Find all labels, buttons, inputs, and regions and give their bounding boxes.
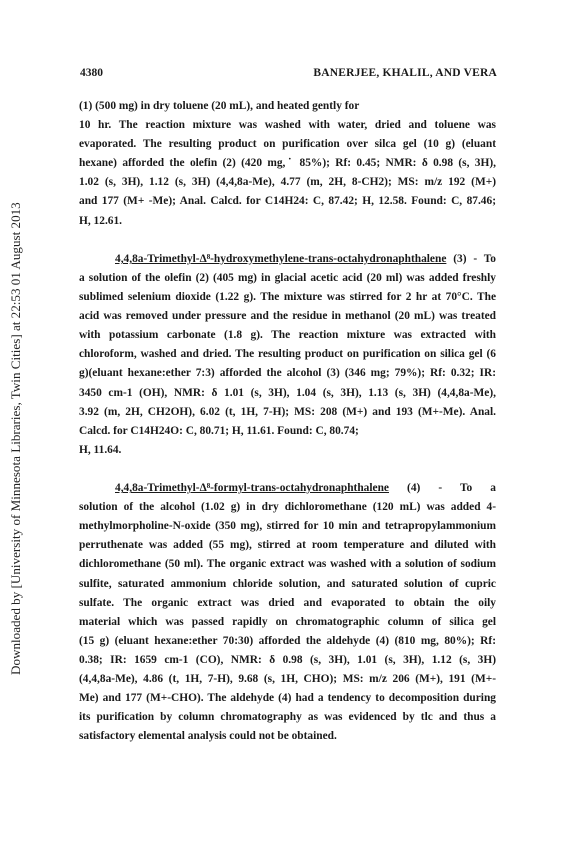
text-line: acid was removed under pressure and the residue in methanol (20 mL) was treated	[79, 310, 496, 323]
text-line: perruthenate was added (55 mg), stirred at room temperature and diluted with	[79, 539, 496, 552]
compound-title-suffix: (3) - To	[446, 252, 496, 265]
text-line: sulfite, saturated ammonium chloride solution, and saturated solution of cupric	[79, 577, 496, 590]
text-line: dichloromethane (50 ml). The organic extract was washed with a solution of sodium	[79, 558, 496, 571]
text-line: 0.38; IR: 1659 cm-1 (CO), NMR: δ 0.98 (s, 3H), 1.01 (s, 3H), 1.12 (s, 3H)	[79, 653, 496, 666]
text-line: (1) (500 mg) in dry toluene (20 mL), and heated gently for	[79, 100, 360, 112]
text-line: sublimed selenium dioxide (1.22 g). The mixture was stirred for 2 hr at 70°C. The	[79, 291, 496, 304]
text-line: Me) and 177 (M+-CHO). The aldehyde (4) had a tendency to decomposition during	[79, 692, 496, 705]
text-line: H, 11.64.	[79, 443, 122, 456]
text-line: evaporated. The resulting product on purification over silca gel (10 g) (eluant	[79, 138, 496, 151]
text-line: (15 g) (eluant hexane:ether 70:30) afforded the aldehyde (4) (810 mg, 80%); Rf:	[79, 634, 496, 647]
compound-heading-line	[79, 250, 496, 269]
page-number: 4380	[80, 67, 103, 79]
download-watermark-text: Downloaded by [University of Minnesota Libraries, Twin Cities] at 22:53 01 August 2013	[8, 202, 23, 675]
text-line: hexane) afforded the olefin (2) (420 mg,˙ 85%); Rf: 0.45; NMR: δ 0.98 (s, 3H),	[79, 157, 496, 170]
text-line: 3.92 (m, 2H, CH2OH), 6.02 (t, 1H, 7-H); MS: 208 (M+) and 193 (M+-Me). Anal.	[79, 405, 496, 418]
text-line: solution of the alcohol (1.02 g) in dry dichloromethane (120 mL) was added 4-	[79, 501, 496, 514]
text-line: 10 hr. The reaction mixture was washed with water, dried and toluene was	[79, 119, 496, 132]
compound-title: 4,4,8a-Trimethyl-Δ⁸-formyl-trans-octahydronaphthalene	[115, 482, 389, 495]
text-line: 3450 cm-1 (OH), NMR: δ 1.01 (s, 3H), 1.04 (s, 3H), 1.13 (s, 3H) (4,4,8a-Me),	[79, 386, 496, 399]
paragraph-alcohol	[79, 250, 496, 460]
text-line: Calcd. for C14H24O: C, 80.71; H, 11.61. Found: C, 80.74;	[79, 424, 359, 437]
text-line: methylmorpholine-N-oxide (350 mg), stirred for 10 min and tetrapropylammonium	[79, 520, 496, 533]
download-watermark	[8, 185, 22, 675]
text-line: material which was passed rapidly on chromatographic column of silica gel	[79, 615, 496, 628]
text-line: H, 12.61.	[79, 214, 123, 227]
text-line: a solution of the olefin (2) (405 mg) in glacial acetic acid (20 ml) was added freshly	[79, 271, 496, 284]
page-header	[80, 67, 497, 81]
text-line: (4,4,8a-Me), 4.86 (t, 1H, 7-H), 9.68 (s, 1H, CHO); MS: m/z 206 (M+), 191 (M+-	[79, 673, 496, 685]
text-line: sulfate. The organic extract was dried and evaporated to obtain the oily	[79, 596, 496, 609]
article-body	[79, 97, 496, 746]
text-line: chloroform, washed and dried. The resulting product on purification on silica gel (6	[79, 348, 496, 361]
text-line: g)(eluant hexane:ether 7:3) afforded the alcohol (3) (346 mg; 79%); Rf: 0.32; IR:	[79, 367, 496, 380]
paragraph-olefin	[79, 97, 496, 231]
text-line: with potassium carbonate (1.8 g). The reaction mixture was extracted with	[79, 329, 496, 342]
compound-title-suffix: (4) - To a	[389, 482, 496, 495]
text-line: satisfactory elemental analysis could not be obtained.	[79, 730, 337, 743]
compound-title: 4,4,8a-Trimethyl-Δ⁸-hydroxymethylene-trans-octahydronaphthalene	[115, 252, 447, 265]
running-head: BANERJEE, KHALIL, AND VERA	[313, 67, 497, 79]
paragraph-aldehyde	[79, 479, 496, 746]
text-line: and 177 (M+ -Me); Anal. Calcd. for C14H24: C, 87.42; H, 12.58. Found: C, 87.46;	[79, 195, 496, 208]
text-line: its purification by column chromatography as was evidenced by tlc and thus a	[79, 711, 496, 724]
compound-heading-line	[79, 479, 496, 498]
text-line: 1.02 (s, 3H), 1.12 (s, 3H) (4,4,8a-Me), 4.77 (m, 2H, 8-CH2); MS: m/z 192 (M+)	[79, 176, 496, 189]
